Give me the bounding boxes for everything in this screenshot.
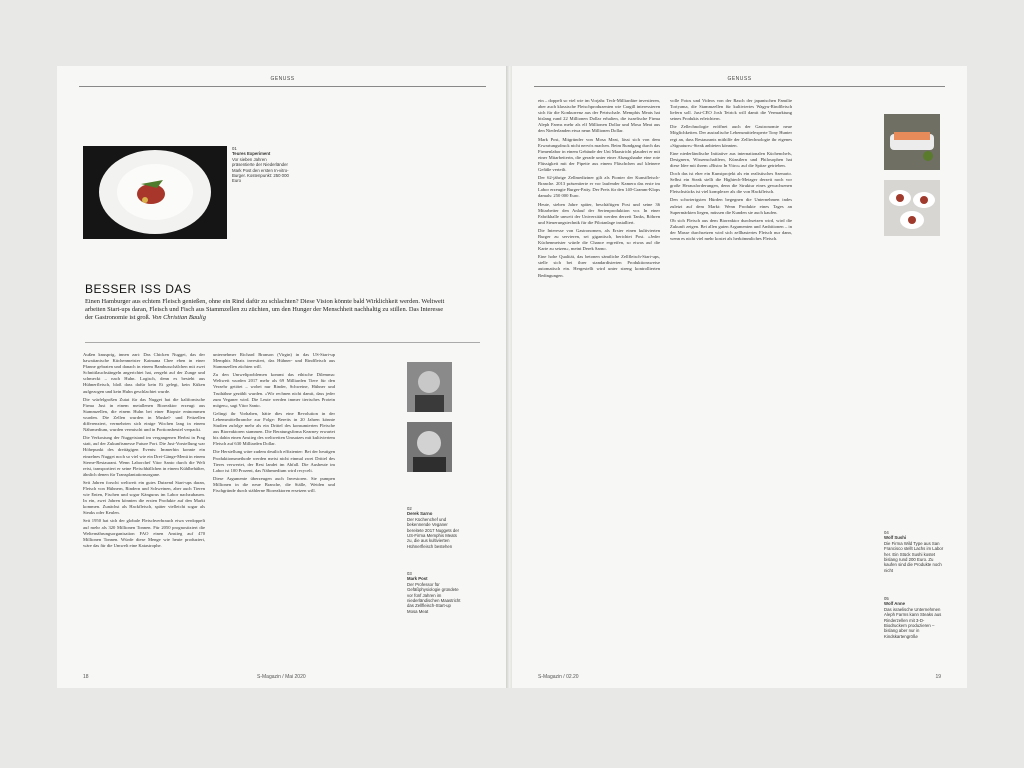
- left-page: [57, 66, 508, 688]
- paragraph: Eine niederländische Initiative aus internationalen Küchenchefs, Designern, Wissenschaftlern, Künstlern und Philosophen hat diese Idee mit ihrem »Bistro In Vitro« auf die Spitze getrieben.: [670, 150, 792, 168]
- deck-text: Einen Hamburger aus echtem Fleisch genießen, ohne ein Rind dafür zu schlachten? Diese Vision könnte bald Wirklichkeit werden. Weltweit arbeiten Start-ups daran, Fleisch und Fisch aus Stammzellen zu züchten, um den Hunger der Menschheit nachhaltig zu stillen. Das Interesse der Gastronomie ist groß.: [85, 298, 445, 321]
- caption-number: 03: [407, 571, 412, 576]
- paragraph: Seit Jahren forscht weltweit ein gutes Dutzend Start-ups daran, Fleisch von Hühnern, Rindern und Schweinen, aber auch Tieren wie Enten, Fischen und sogar Kängurus im Labor nachzubauen. In ein, zwei Jahren könnten die ersten Produkte auf den Markt kommen. Zunächst als Hackfleisch, später vielleicht sogar als Steaks oder Keulen.: [83, 479, 205, 516]
- left-column-1: [83, 352, 205, 551]
- header-rule: [79, 86, 486, 87]
- steak-tasting-photo: [884, 180, 940, 236]
- section-label: GENUSS: [270, 76, 295, 82]
- paragraph: Zu den Umweltproblemen kommt das ethische Dilemma: Weltweit wurden 2017 mehr als 69 Milliarden Tiere für den Verzehr getötet – wobei nur Rinder, Schweine, Hühner und Truthähne gezählt wurden. »Wir rechnen nicht damit, dass jeder zum Veganer wird. Die Leute werden immer tierisches Protein mögen«, sagt Vitor Santo.: [213, 372, 335, 408]
- byline: Von Christian Baulig: [151, 314, 206, 321]
- page-number: 19: [935, 674, 941, 680]
- article-headline: BESSER ISS DAS: [85, 282, 192, 296]
- page-number: 18: [83, 674, 89, 680]
- caption-name: Wolf Sushi: [884, 535, 907, 541]
- paragraph: Der 62-jährige Zellmediziner gilt als Pionier der Kunstfleisch-Branche. 2013 präsentierte er vor laufender Kamera das erste im Labor erzeugte Burger-Patty. Der Preis für den 140-Gramm-Klops damals: 250 000 Euro.: [538, 175, 660, 199]
- paragraph: Ob sich Fleisch aus dem Bioreaktor durchsetzen wird, wird die Zukunft zeigen. Bei allen guten Argumenten und Ambitionen – in der Masse durchsetzen wird sich zellbasiertes Fleisch nur dann, wenn es nicht viel mehr kostet als herkömmliches Fleisch.: [670, 217, 792, 241]
- sushi-photo: [884, 114, 940, 170]
- caption-text: Der Küchenchef und bekennende Veganer bereitete 2017 Nuggets der US-Firma Memphis Meats zu, die aus kultivierten Hühnerfleisch bestehen: [407, 516, 460, 549]
- paragraph: Gelingt ihr Vorhaben, hätte dies eine Revolution in der Lebensmittelbranche zur Folge: Bereits in 20 Jahren könnte Studien zufolge mehr als ein Drittel des konsumierten Fleische aus Bioreaktoren stammen. Die Beratungsfirma Kearney erwartet bis dahin einen Anstieg des weltweiten Umsatzes mit kultiviertem Fleisch auf 630 Milliarden Dollar.: [213, 410, 335, 447]
- paragraph: Die Zellechnologie eröffnet auch der Gastronomie neue Möglichkeiten. Der australische Lebensmittelexperte Tony Hunter regt an, dass Restaurants mithilfe der Zelltechnologie ihr eigenes »Signature«-Steak anbieten könnten.: [670, 124, 792, 148]
- photo-caption-4: [884, 530, 944, 573]
- paragraph: volle Fotos und Videos von der Rasch der japanischen Familie Toriyama, die Stammzellen für kultiviertes Wagyu-Rindfleisch liefern soll. Just-CEO Josh Tetrick will damit die Vermarktung seines Produkts erleichtern.: [670, 98, 792, 122]
- right-page: [512, 66, 967, 688]
- header-rule: [534, 86, 945, 87]
- paragraph: Diese Argumente überzeugen auch Investoren. Sie pumpen Millionen in die neue Branche, die Ställe, Weiden und Fischgründe durch stählerne Bioreaktoren ersetzen will.: [213, 475, 335, 493]
- section-label: GENUSS: [727, 76, 752, 82]
- paragraph: unternehmer Richard Branson (Virgin) in das US-Start-up Memphis Meats investiert, das Hühner- und Rindfleisch aus Stammzellen züchten will.: [213, 352, 335, 370]
- caption-number: 04: [884, 530, 889, 535]
- caption-name: Wolf Anne: [884, 601, 906, 607]
- caption-name: Mark Post: [407, 576, 428, 582]
- right-column-1: [538, 98, 660, 281]
- nugget-plate-photo: [83, 146, 227, 239]
- footer-issue: S-Magazin / Mai 2020: [257, 674, 306, 680]
- paragraph: Doch das ist eher ein Kunstprojekt als ein realistisches Szenario. Selbst ein Steak stellt die Hightech-Metzger derzeit noch vor große Herausforderungen, denn die Struktur eines gewachsenen Fleischstücks ist viel komplexer als die von Hackfleisch.: [670, 171, 792, 195]
- caption-text: Das israelische Unternehmen Aleph Farms kann Steaks aus Rinderzellen mit 3-D-Biodruckern produzieren – bislang aber nur in Kindskartengröße: [884, 606, 942, 639]
- portrait-photo-mark-post: [407, 422, 452, 472]
- caption-title: Teures Experiment: [232, 151, 271, 157]
- caption-number: 05: [884, 596, 889, 601]
- right-column-2: [670, 98, 792, 244]
- caption-text: Die Firma Wild Type aus San Francisco stellt Lachs im Labor her. Ein Stück Sushi kostet bislang rund 200 Euro. Zu kaufen sind die Produkte noch nicht: [884, 540, 944, 573]
- deck-rule: [85, 342, 480, 343]
- caption-number: 02: [407, 506, 412, 511]
- paragraph: Heute, sieben Jahre später, beschäftigen Post und seine 36 Mitarbeiter den Anlauf der Serienproduktion vor. In einer Fabrikhalle unweit der Universität werden derzeit Tanks, Röhren und Steuerungstechnik für die Pilotanlage installiert.: [538, 201, 660, 225]
- paragraph: Die Herstellung wäre zudem deutlich effizienter: Bei der heutigen Produktionsmethode werden meist nicht einmal zwei Drittel des Tieres verwertet, der Rest landet im Abfall. Die Ausbeute im Labor ist 100 Prozent, das Nährmedium wird recycelt.: [213, 449, 335, 473]
- paragraph: Die Verkostung der Nuggetstand im vergangenen Herbst in Prag statt, auf der Zukunftsmesse Future Port. Die Just-Vorstellung war Höhepunkt des dreitägigen Events: Immerhin konnte ein einzelnes Nugget noch so viel wie ein Drei-Gänge-Menü in einem Sterne-Restaurant. Wenn Laborchef Vitor Santo durch die Welt reist, transportiert er seine Fleischbällchen in einem Kühlbehälter, ähnlich denen für Transplantationsorgane.: [83, 435, 205, 477]
- paragraph: Den schwierigsten Hürden begegnen die Unternehmen indes zuletzt auf dem Markt: Wenn Produkte eines Tages an Supermärkten liegen, müssen die Kunden sie auch kaufen.: [670, 197, 792, 215]
- paragraph: Die Interesse von Gastronomen, als Erster einen kultivierten Burger zu servieren, sei gigantisch, berichtet Post. »Jeder Küchenmeister würde die Chance ergreifen, so etwas auf die Karte zu setzen«, meint Derek Sarno.: [538, 227, 660, 252]
- paragraph: Seit 1950 hat sich der globale Fleischverbrauch etwa verdoppelt auf mehr als 320 Millionen Tonnen. Für 2050 prognostiziert die Welternährungsorganisation FAO einen Anstieg auf 470 Millionen Tonnen. Würde diese Menge wie heute produziert, wäre das für die Umwelt eine Katastrophe.: [83, 518, 205, 548]
- caption-name: Derek Sarno: [407, 511, 433, 517]
- paragraph: ein – doppelt so viel wie im Vorjahr. Tech-Milliardäre investieren, aber auch klassische Fleischproduzenten wie Cargill interessieren sich für die Konkurrenz aus der Petrischale. Memphis Meats hat bislang rund 22 Millionen Dollar erhalten, die israelische Firma Aleph Farms mehr als elf Millionen Dollar und Mosa Meat aus den Niederlanden etwa neun Millionen Dollar.: [538, 98, 660, 134]
- paragraph: Mark Post, Mitgründer von Mosa Meat, lässt sich von dem Erwartungsdruck nicht nervös machen. Beim Rundgang durch das Firmenlabor in einem Gebäude der Uni Maastricht plaudert er mit einer Mitarbeiterin, die gerade unter einer Abzugshaube eine rote Flüssigkeit mit der Pipette aus einem Fläschchen auf kleinere Gefäße verteilt.: [538, 136, 660, 173]
- left-column-2: [213, 352, 335, 496]
- portrait-photo-derek-sarno: [407, 362, 452, 412]
- paragraph: Die würfelgroßen Zutat für das Nugget hat die kalifornische Firma Just in einem metallenen Bioreaktor erzeugt aus Stammzellen, die einem Huhn bei einer Biopsie entnommen wurden. Die Zellen wurden in Muskel- und Fettzellen differenziert, vermehrten sich einige Wochen lang in einem Nährmedium, wurden vermischt und in Portionsbeutel verpackt.: [83, 396, 205, 433]
- photo-caption-1: [232, 146, 290, 184]
- caption-text: Der Professor für Gefäßphysiologie gründete vor fünf Jahren im niederländischen Maastricht das Zellfleisch-Start-up Mosa Meat: [407, 581, 461, 614]
- caption-number: 01: [232, 146, 237, 151]
- footer-issue: S-Magazin / 02.20: [538, 674, 579, 680]
- paragraph: Außen knusprig, innen zart: Das Chicken Nugget, das der hawaiianische Küchenmeister Kaimana Chee eben in einer Pfanne gebraten und danach in einem Bambusschälchen mit zwei Schnittlauchstängeln angerichtet hat, zergeht auf der Zunge und schmeckt – nach Huhn. Logisch, denn es besteht aus Hühnerfleisch, bloß dass dafür kein Ei gelegt, kein Küken aufgezogen und kein Huhn geschlachtet wurde.: [83, 352, 205, 394]
- article-deck: [85, 298, 445, 322]
- photo-caption-3: [407, 571, 462, 614]
- photo-caption-5: [884, 596, 944, 639]
- paragraph: Eine hohe Qualität, das betonen sämtliche Zellfleisch-Start-ups, stelle sich bei ihrer standardisierten Produktionsweise automatisch ein. Hergestellt wird unter streng kontrollierten Bedingungen.: [538, 254, 660, 278]
- caption-text: Vor sieben Jahren präsentierte der Niederländer Mark Post den ersten In-vitro-Burger. Kostenpunkt: 250 000 Euro: [232, 156, 289, 184]
- photo-caption-2: [407, 506, 462, 549]
